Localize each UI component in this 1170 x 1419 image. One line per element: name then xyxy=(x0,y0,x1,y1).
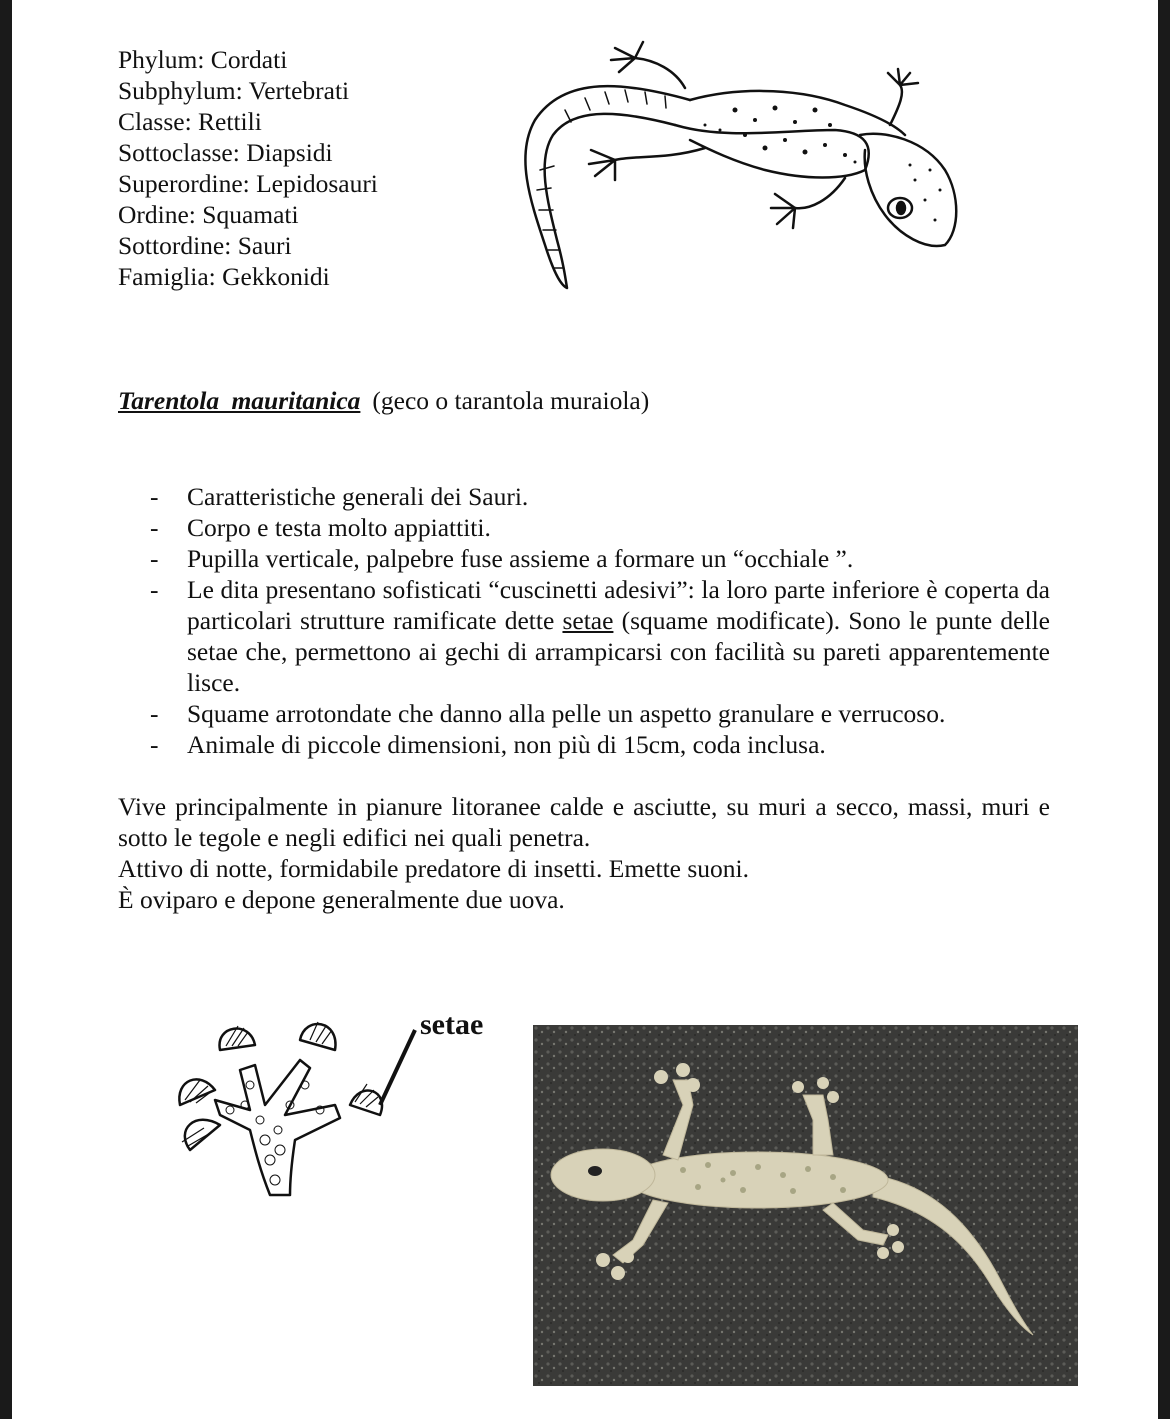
taxonomy-subclass: Sottoclasse: Diapsidi xyxy=(118,138,333,167)
list-item xyxy=(150,512,1050,543)
list-item xyxy=(150,543,1050,574)
list-item xyxy=(150,481,1050,512)
taxonomy-suborder: Sottordine: Sauri xyxy=(118,231,292,260)
taxonomy-list xyxy=(118,44,378,292)
setae-label: setae xyxy=(420,1008,484,1041)
feature-text: Le dita presentano sofisticati “cuscinetti adesivi”: la loro parte inferiore è coperta da particolari strutture ramificate dette xyxy=(187,575,1050,635)
species-scientific-name: Tarentola mauritanica xyxy=(118,386,361,415)
page-edge-right xyxy=(1158,0,1170,1419)
behavior-paragraph: Attivo di notte, formidabile predatore di insetti. Emette suoni. xyxy=(118,854,749,883)
feature-text: Pupilla verticale, palpebre fuse assieme a formare un “occhiale ”. xyxy=(187,544,854,573)
list-item xyxy=(150,698,1050,729)
taxonomy-family: Famiglia: Gekkonidi xyxy=(118,262,330,291)
gecko-line-drawing xyxy=(505,30,995,310)
taxonomy-class: Classe: Rettili xyxy=(118,107,262,136)
list-item xyxy=(150,574,1050,698)
list-dash: - xyxy=(150,544,159,573)
species-heading xyxy=(118,386,649,416)
feature-text: Animale di piccole dimensioni, non più di 15cm, coda inclusa. xyxy=(187,730,826,759)
habitat-paragraph: Vive principalmente in pianure litoranee calde e asciutte, su muri a secco, massi, muri e sotto le tegole e negli edifici nei quali penetra. xyxy=(118,792,1050,852)
list-dash: - xyxy=(150,575,159,604)
setae-pointer-line xyxy=(370,1025,420,1115)
taxonomy-order: Ordine: Squamati xyxy=(118,200,299,229)
features-list xyxy=(150,481,1050,760)
feature-text: (squame modificate). Sono le punte delle setae che, permettono ai gechi di arrampicarsi con facilità su pareti apparentemente lisce. xyxy=(187,606,1050,697)
feature-text: Corpo e testa molto appiattiti. xyxy=(187,513,491,542)
setae-term: setae xyxy=(562,606,614,635)
list-dash: - xyxy=(150,482,159,511)
gecko-photo xyxy=(533,1025,1078,1386)
list-dash: - xyxy=(150,730,159,759)
taxonomy-superorder: Superordine: Lepidosauri xyxy=(118,169,378,198)
feature-text: Caratteristiche generali dei Sauri. xyxy=(187,482,529,511)
list-dash: - xyxy=(150,513,159,542)
feature-text: Squame arrotondate che danno alla pelle un aspetto granulare e verrucoso. xyxy=(187,699,946,728)
reproduction-paragraph: È oviparo e depone generalmente due uova. xyxy=(118,885,565,914)
species-common-name: (geco o tarantola muraiola) xyxy=(372,386,650,415)
list-item xyxy=(150,729,1050,760)
page-edge-left xyxy=(0,0,12,1419)
list-dash: - xyxy=(150,699,159,728)
taxonomy-phylum: Phylum: Cordati xyxy=(118,45,288,74)
taxonomy-subphylum: Subphylum: Vertebrati xyxy=(118,76,350,105)
